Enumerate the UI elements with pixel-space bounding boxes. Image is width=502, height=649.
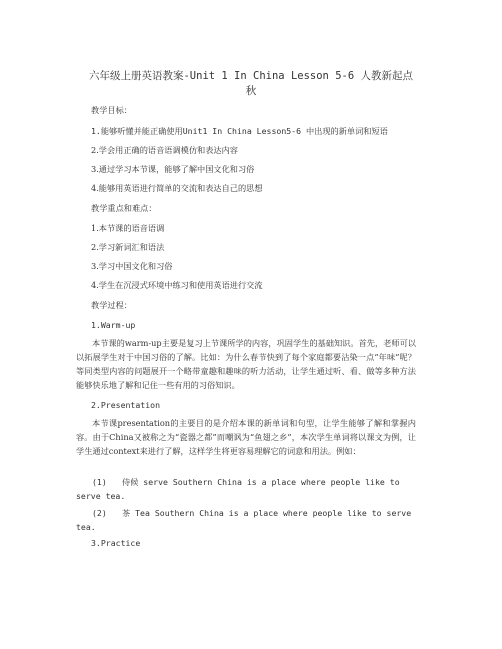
example-number: (2) [92, 508, 107, 518]
key-point-item: 1.本节课的语音语调 [91, 223, 165, 233]
objective-item: 1.能够听懂并能正确使用Unit1 In China Lesson5-6 中出现的新单词和短语 [91, 126, 388, 136]
example-number: (1) [92, 477, 107, 487]
key-point-item: 4.学生在沉浸式环境中练习和使用英语进行交流 [91, 280, 263, 290]
process-heading: 教学过程： [91, 300, 132, 310]
key-point-item: 2.学习新词汇和语法 [91, 242, 165, 252]
key-points-heading: 教学重点和难点： [91, 203, 157, 213]
document-title [60, 69, 442, 99]
objective-item: 3.通过学习本节课，能够了解中国文化和习俗 [91, 164, 255, 174]
example-item [76, 506, 416, 534]
objective-item: 2.学会用正确的语音语调模仿和表达内容 [91, 145, 238, 155]
title-line-1: 六年级上册英语教案-Unit 1 In China Lesson 5-6 人教新起点 [88, 70, 413, 82]
title-line-2: 秋 [245, 85, 257, 97]
example-text: 茶 Tea Southern China is a place where people like to serve tea. [76, 508, 412, 532]
objective-item: 4.能够用英语进行简单的交流和表达自己的思想 [91, 183, 263, 193]
practice-heading: 3.Practice [91, 538, 141, 548]
presentation-heading: 2.Presentation [91, 400, 161, 410]
warmup-paragraph: 本节课的warm-up主要是复习上节课所学的内容，巩固学生的基础知识。首先，老师可以以拓展学生对于中国习俗的了解。比如：为什么春节快到了每个家庭都要沾染一点“年味”呢？等同类型内容的问题展开一个略带童趣和趣味的听力活动，让学生通过听、看、做等多种方法能够快乐地了解和记住一些有用的习俗知识。 [76, 338, 416, 390]
example-text: 侍候 serve Southern China is a place where people like to serve tea. [76, 477, 400, 501]
example-item [76, 475, 416, 503]
key-point-item: 3.学习中国文化和习俗 [91, 261, 173, 271]
objectives-heading: 教学目标： [91, 105, 132, 115]
warmup-heading: 1.Warm-up [91, 320, 136, 330]
presentation-paragraph: 本节课presentation的主要目的是介绍本课的新单词和句型，让学生能够了解和掌握内容。由于China又被称之为“瓷器之都”而嘲讽为“鱼翅之乡”，本次学生单词将以课文为例，让学生通过context来进行了解，这样学生将更容易理解它的词意和用法。例如： [76, 418, 416, 456]
